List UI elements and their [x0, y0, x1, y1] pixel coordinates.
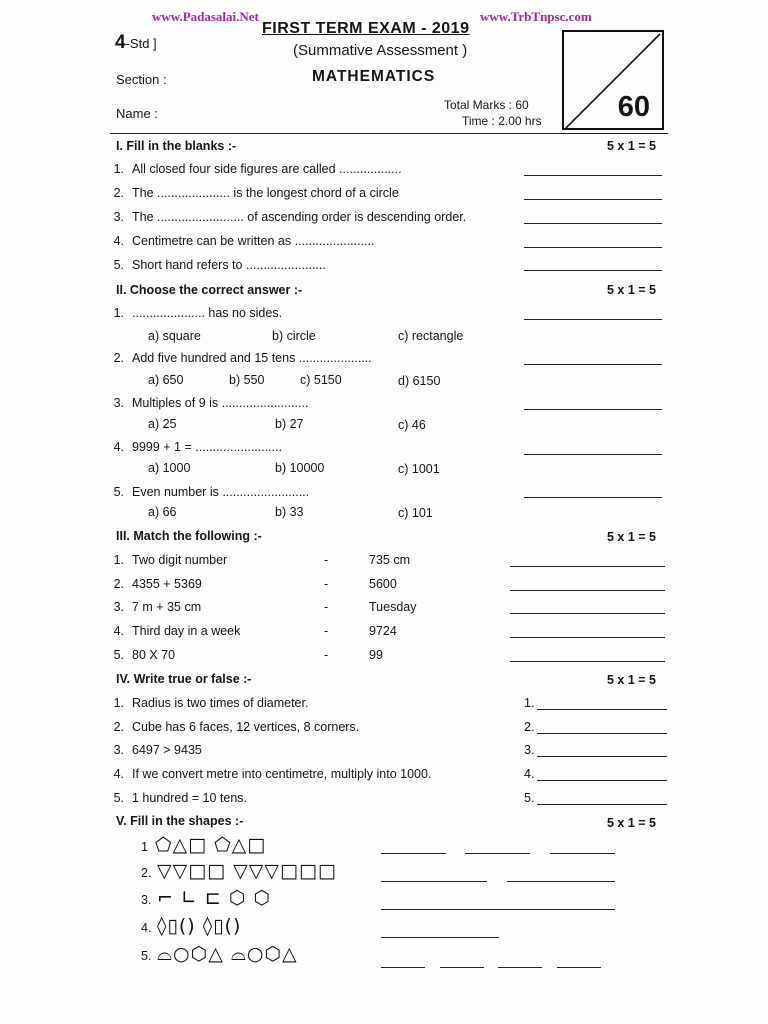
tf-answer-num: 3.: [524, 743, 535, 757]
match-dash: -: [324, 577, 329, 591]
option: c) 5150: [300, 373, 342, 387]
s2-question: 4. 9999 + 1 = .........................: [113, 440, 283, 454]
exam-subtitle: (Summative Assessment ): [293, 42, 468, 59]
section-1-title: I. Fill in the blanks :-: [116, 139, 237, 153]
s1-answer-line[interactable]: [524, 175, 662, 176]
section-label: Section :: [116, 72, 167, 87]
score-box-value: 60: [617, 91, 650, 123]
shape-sequence-icon: ◊▯() ◊▯(): [157, 915, 242, 937]
s2-answer-line[interactable]: [524, 409, 662, 410]
match-dash: -: [324, 600, 329, 614]
tf-answer-num: 2.: [524, 720, 535, 734]
s1-answer-line[interactable]: [524, 223, 662, 224]
s1-question: 4. Centimetre can be written as .......................: [113, 234, 375, 248]
section-5-marks: 5 x 1 = 5: [607, 816, 656, 830]
s1-answer-line[interactable]: [524, 270, 662, 271]
match-left: 1. Two digit number: [113, 553, 228, 567]
option: a) 1000: [148, 461, 191, 475]
match-right: 5600: [369, 577, 397, 591]
shape-answer-line[interactable]: [381, 853, 446, 854]
match-right: 99: [369, 648, 383, 662]
header-divider: [110, 133, 668, 134]
section-2-marks: 5 x 1 = 5: [607, 283, 656, 297]
s2-question: 1. ..................... has no sides.: [113, 306, 283, 320]
total-marks: Total Marks : 60: [444, 98, 529, 112]
tf-answer-num: 4.: [524, 767, 535, 781]
match-dash: -: [324, 648, 329, 662]
s2-answer-line[interactable]: [524, 364, 662, 365]
shape-sequence-icon: ⌐ ∟ ⊏ ⬡ ⬡: [157, 887, 272, 909]
s1-question: 5. Short hand refers to .......................: [113, 258, 326, 272]
match-left: 5. 80 X 70: [113, 648, 176, 662]
shape-answer-line[interactable]: [507, 881, 615, 882]
tf-answer-line[interactable]: [537, 780, 667, 781]
shape-sequence-icon: ⬠△□ ⬠△□: [155, 834, 267, 856]
s1-question: 2. The ..................... is the longest chord of a circle: [113, 186, 399, 200]
option: b) circle: [272, 329, 316, 343]
tf-question: 4. If we convert metre into centimetre, multiply into 1000.: [113, 767, 432, 781]
shape-answer-line[interactable]: [381, 881, 487, 882]
shape-answer-line[interactable]: [498, 967, 542, 968]
time-allowed: Time : 2.00 hrs: [462, 114, 542, 128]
watermark-right: www.TrbTnpsc.com: [480, 9, 592, 24]
option: a) 25: [148, 417, 177, 431]
section-2-title: II. Choose the correct answer :-: [116, 283, 303, 297]
shape-answer-line[interactable]: [381, 909, 615, 910]
s2-answer-line[interactable]: [524, 319, 662, 320]
match-left: 4. Third day in a week: [113, 624, 241, 638]
tf-question: 3. 6497 > 9435: [113, 743, 202, 757]
option: b) 10000: [275, 461, 325, 475]
match-left: 2. 4355 + 5369: [113, 577, 202, 591]
s1-answer-line[interactable]: [524, 199, 662, 200]
shape-num: 2.: [141, 866, 152, 880]
section-1-marks: 5 x 1 = 5: [607, 139, 656, 153]
tf-question: 2. Cube has 6 faces, 12 vertices, 8 corners.: [113, 720, 360, 734]
option: c) rectangle: [398, 329, 464, 343]
match-left: 3. 7 m + 35 cm: [113, 600, 202, 614]
option: b) 27: [275, 417, 304, 431]
option: a) square: [148, 329, 201, 343]
exam-title: FIRST TERM EXAM - 2019: [262, 20, 470, 37]
option: d) 6150: [398, 374, 441, 388]
shape-num: 4.: [141, 921, 152, 935]
section-3-marks: 5 x 1 = 5: [607, 530, 656, 544]
shape-sequence-icon: ▽▽□□ ▽▽▽□□□: [157, 860, 337, 882]
s3-answer-line[interactable]: [510, 637, 665, 638]
section-4-marks: 5 x 1 = 5: [607, 673, 656, 687]
option: b) 550: [229, 373, 265, 387]
s2-question: 3. Multiples of 9 is .........................: [113, 396, 309, 410]
tf-answer-num: 5.: [524, 791, 535, 805]
shape-answer-line[interactable]: [465, 853, 530, 854]
tf-answer-line[interactable]: [537, 804, 667, 805]
s1-question: 1. All closed four side figures are called ..................: [113, 162, 402, 176]
shape-sequence-icon: ⌓○⬡△ ⌓○⬡△: [157, 943, 298, 965]
shape-answer-line[interactable]: [557, 967, 601, 968]
option: b) 33: [275, 505, 304, 519]
tf-answer-line[interactable]: [537, 709, 667, 710]
option: a) 650: [148, 373, 184, 387]
tf-answer-num: 1.: [524, 696, 535, 710]
match-right: 735 cm: [369, 553, 410, 567]
match-dash: -: [324, 624, 329, 638]
s2-answer-line[interactable]: [524, 497, 662, 498]
s3-answer-line[interactable]: [510, 566, 665, 567]
tf-answer-line[interactable]: [537, 756, 667, 757]
s1-answer-line[interactable]: [524, 247, 662, 248]
name-label: Name :: [116, 106, 158, 121]
section-3-title: III. Match the following :-: [116, 529, 262, 543]
shape-num: 1: [141, 840, 148, 854]
shape-answer-line[interactable]: [550, 853, 615, 854]
shape-num: 3.: [141, 893, 152, 907]
shape-answer-line[interactable]: [381, 937, 499, 938]
s3-answer-line[interactable]: [510, 613, 665, 614]
watermark-left: www.Padasalai.Net: [152, 9, 259, 24]
option: a) 66: [148, 505, 177, 519]
s3-answer-line[interactable]: [510, 590, 665, 591]
tf-question: 5. 1 hundred = 10 tens.: [113, 791, 248, 805]
section-5-title: V. Fill in the shapes :-: [116, 814, 244, 828]
match-right: Tuesday: [369, 600, 417, 614]
score-box: [562, 30, 664, 130]
shape-answer-line[interactable]: [381, 967, 425, 968]
match-right: 9724: [369, 624, 397, 638]
s2-answer-line[interactable]: [524, 454, 662, 455]
s2-question: 5. Even number is .........................: [113, 485, 310, 499]
option: c) 1001: [398, 462, 440, 476]
subject-title: MATHEMATICS: [312, 68, 436, 85]
match-dash: -: [324, 553, 329, 567]
shape-num: 5.: [141, 949, 152, 963]
option: c) 101: [398, 506, 433, 520]
section-4-title: IV. Write true or false :-: [116, 672, 252, 686]
s2-question: 2. Add five hundred and 15 tens .....................: [113, 351, 372, 365]
option: c) 46: [398, 418, 426, 432]
std-label: 4-Std ]: [115, 32, 157, 53]
shape-answer-line[interactable]: [440, 967, 484, 968]
tf-question: 1. Radius is two times of diameter.: [113, 696, 309, 710]
s1-question: 3. The ......................... of ascending order is descending order.: [113, 210, 467, 224]
tf-answer-line[interactable]: [537, 733, 667, 734]
s3-answer-line[interactable]: [510, 661, 665, 662]
